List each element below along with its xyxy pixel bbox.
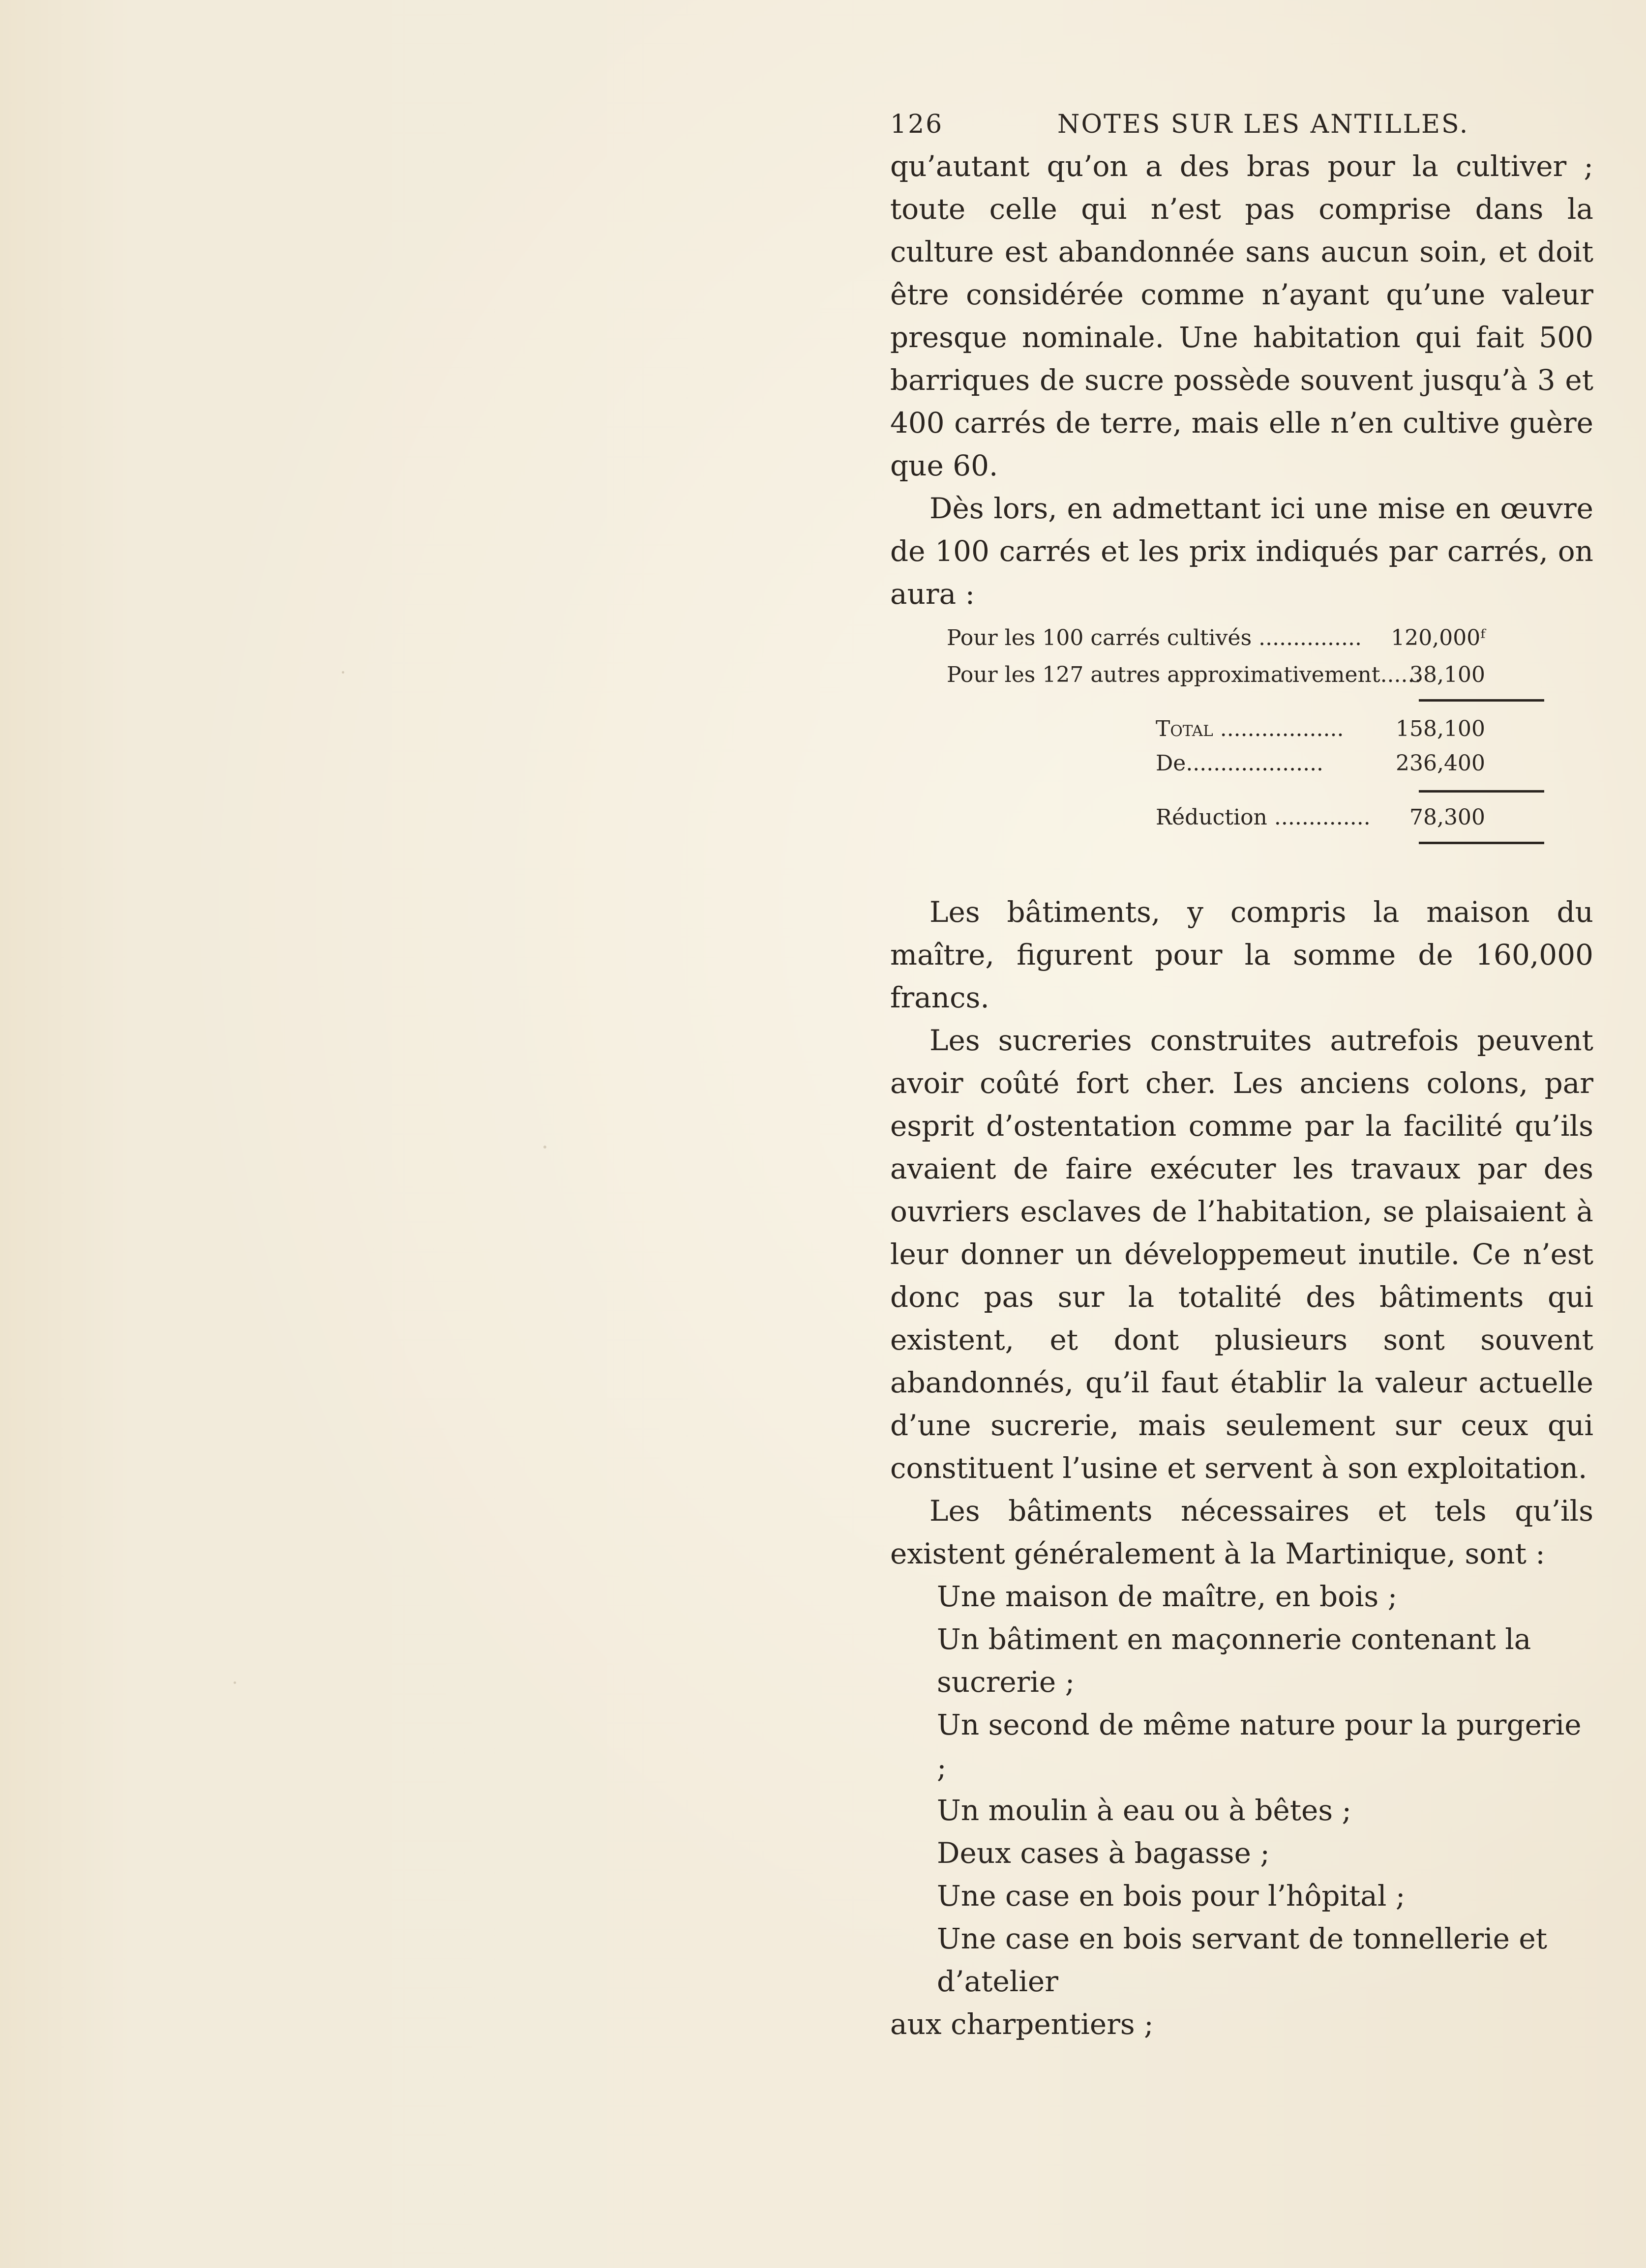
list-item: Une case en bois pour l’hôpital ;	[937, 1879, 1406, 1913]
list-item: Un moulin à eau ou à bêtes ;	[937, 1794, 1352, 1827]
table-row	[947, 662, 1485, 697]
paragraph-land: qu’autant qu’on a des bras pour la cultiver ; toute celle qui n’est pas comprise dans la culture est abandonnée sans aucun soin, et doit être considérée comme n’ayant qu’une valeur presque nominale. Une habitation qui fait 500 barriques de sucre possède souvent jusqu’à 3 et 400 carrés de terre, mais elle n’en cultive guère que 60.	[890, 149, 1593, 482]
paragraph-intro-table: Dès lors, en admettant ici une mise en œuvre de 100 carrés et les prix indiqués par carrés, on aura :	[890, 492, 1593, 611]
paper-spot	[342, 671, 344, 674]
table-row	[1156, 716, 1485, 751]
list-item: Un second de même nature pour la purgerie ;	[937, 1708, 1582, 1784]
table-row-value: 236,400	[1396, 751, 1485, 776]
paper-spot	[234, 1681, 236, 1684]
list-item: Un bâtiment en maçonnerie contenant la sucrerie ;	[937, 1622, 1531, 1699]
running-header	[890, 101, 1593, 145]
table-row	[1156, 751, 1485, 785]
valuation-table	[890, 620, 1593, 876]
sum-rule	[1419, 842, 1544, 844]
list-item: Une maison de maître, en bois ;	[937, 1580, 1398, 1613]
sum-rule	[1419, 699, 1544, 702]
table-row-label: Total ..................	[1156, 716, 1344, 741]
table-row-label: Réduction ..............	[1156, 805, 1371, 830]
list-item: Deux cases à bagasse ;	[937, 1836, 1270, 1870]
table-row-value: 120,000ᶠ	[1391, 625, 1485, 650]
table-row-value: 78,300	[1409, 805, 1485, 830]
table-row-label: Pour les 127 autres approximativement......	[947, 662, 1422, 687]
table-row-label: Pour les 100 carrés cultivés ...............	[947, 625, 1362, 650]
list-item-continuation: aux charpentiers ;	[890, 2007, 1154, 2041]
table-row-value: 38,100	[1409, 662, 1485, 687]
paragraph-buildings: Les bâtiments, y compris la maison du maître, figurent pour la somme de 160,000 francs.	[890, 895, 1593, 1014]
paragraph-sucreries: Les sucreries construites autrefois peuvent avoir coûté fort cher. Les anciens colons, par esprit d’ostentation comme par la facilité qu’ils avaient de faire exécuter les travaux par des ouvriers esclaves de l’habitation, se plaisaient à leur donner un développemeut inutile. Ce n’est donc pas sur la totalité des bâtiments qui existent, et dont plusieurs sont souvent abandonnés, qu’il faut établir la valeur actuelle d’une sucrerie, mais seulement sur ceux qui constituent l’usine et servent à son exploitation.	[890, 1024, 1593, 1485]
paragraph-necessary: Les bâtiments nécessaires et tels qu’ils existent généralement à la Martinique, sont :	[890, 1494, 1593, 1570]
list-item: Une case en bois servant de tonnellerie et d’atelier	[937, 1922, 1547, 1998]
table-row-label: De....................	[1156, 751, 1324, 776]
table-row	[1156, 805, 1485, 839]
table-row	[947, 625, 1485, 660]
page-number: 126	[890, 110, 944, 139]
paper-spot	[543, 1146, 546, 1149]
text-column	[890, 101, 1593, 2046]
table-row-value: 158,100	[1396, 716, 1485, 741]
running-title: NOTES SUR LES ANTILLES.	[1057, 110, 1469, 139]
sum-rule	[1419, 790, 1544, 793]
